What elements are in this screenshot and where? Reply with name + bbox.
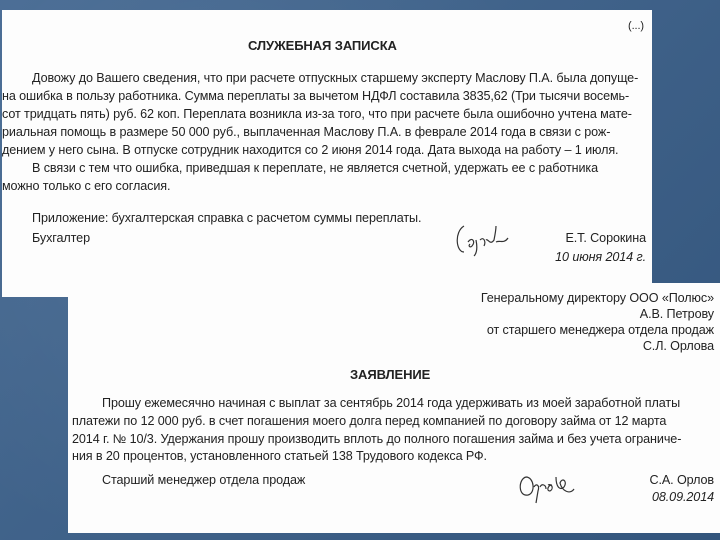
memo-line: сот тридцать пять) руб. 62 коп. Переплата возникла из-за того, что при расчете была ошибочно учтена мате- <box>2 107 632 121</box>
statement-signer: С.А. Орлов <box>649 473 714 487</box>
memo-line: на ошибка в пользу работника. Сумма переплаты за вычетом НДФЛ составила 3835,62 (Три тысячи восемь- <box>2 89 630 103</box>
memo-position: Бухгалтер <box>32 231 90 245</box>
statement-line: 2014 г. № 10/3. Удержания прошу производить вплоть до полного погашения займа и без учета ограниче- <box>72 432 682 446</box>
memo-line: В связи с тем что ошибка, приведшая к переплате, не является счетной, удержать ее с работника <box>32 161 599 175</box>
memo-date: 10 июня 2014 г. <box>555 250 646 264</box>
addressee-line: Генеральному директору ООО «Полюс» <box>480 291 714 305</box>
memo-line: Довожу до Вашего сведения, что при расчете отпускных старшему эксперту Маслову П.А. была допуще- <box>32 71 639 85</box>
statement-line: платежи по 12 000 руб. в счет погашения моего долга перед компанией по договору займа от 12 марта <box>72 414 667 428</box>
memo-signer: Е.Т. Сорокина <box>565 231 646 245</box>
memo-ref: (...) <box>628 20 644 32</box>
addressee-line: А.В. Петрову <box>639 307 714 321</box>
statement-line: ния в 20 процентов, установленного статьей 138 Трудового кодекса РФ. <box>72 449 487 463</box>
memo-line: дением у него сына. В отпуске сотрудник находится со 2 июня 2014 года. Дата выхода на работу – 1 июля. <box>2 143 619 157</box>
statement-position: Старший менеджер отдела продаж <box>102 473 306 487</box>
memo-document <box>2 10 652 297</box>
signature-icon <box>452 218 512 260</box>
addressee-line: С.Л. Орлова <box>642 339 714 353</box>
memo-title: СЛУЖЕБНАЯ ЗАПИСКА <box>248 38 397 53</box>
statement-document <box>68 283 720 533</box>
memo-line: можно только с его согласия. <box>2 179 171 193</box>
statement-line: Прошу ежемесячно начиная с выплат за сентябрь 2014 года удерживать из моей заработной платы <box>102 396 681 410</box>
statement-title: ЗАЯВЛЕНИЕ <box>350 367 431 382</box>
memo-line: риальная помощь в размере 50 000 руб., выплаченная Маслову П.А. в феврале 2014 года в связи с рож- <box>2 125 611 139</box>
memo-appendix: Приложение: бухгалтерская справка с расчетом суммы переплаты. <box>32 211 422 225</box>
signature-icon <box>516 469 586 505</box>
addressee-line: от старшего менеджера отдела продаж <box>486 323 714 337</box>
statement-date: 08.09.2014 <box>651 490 714 504</box>
